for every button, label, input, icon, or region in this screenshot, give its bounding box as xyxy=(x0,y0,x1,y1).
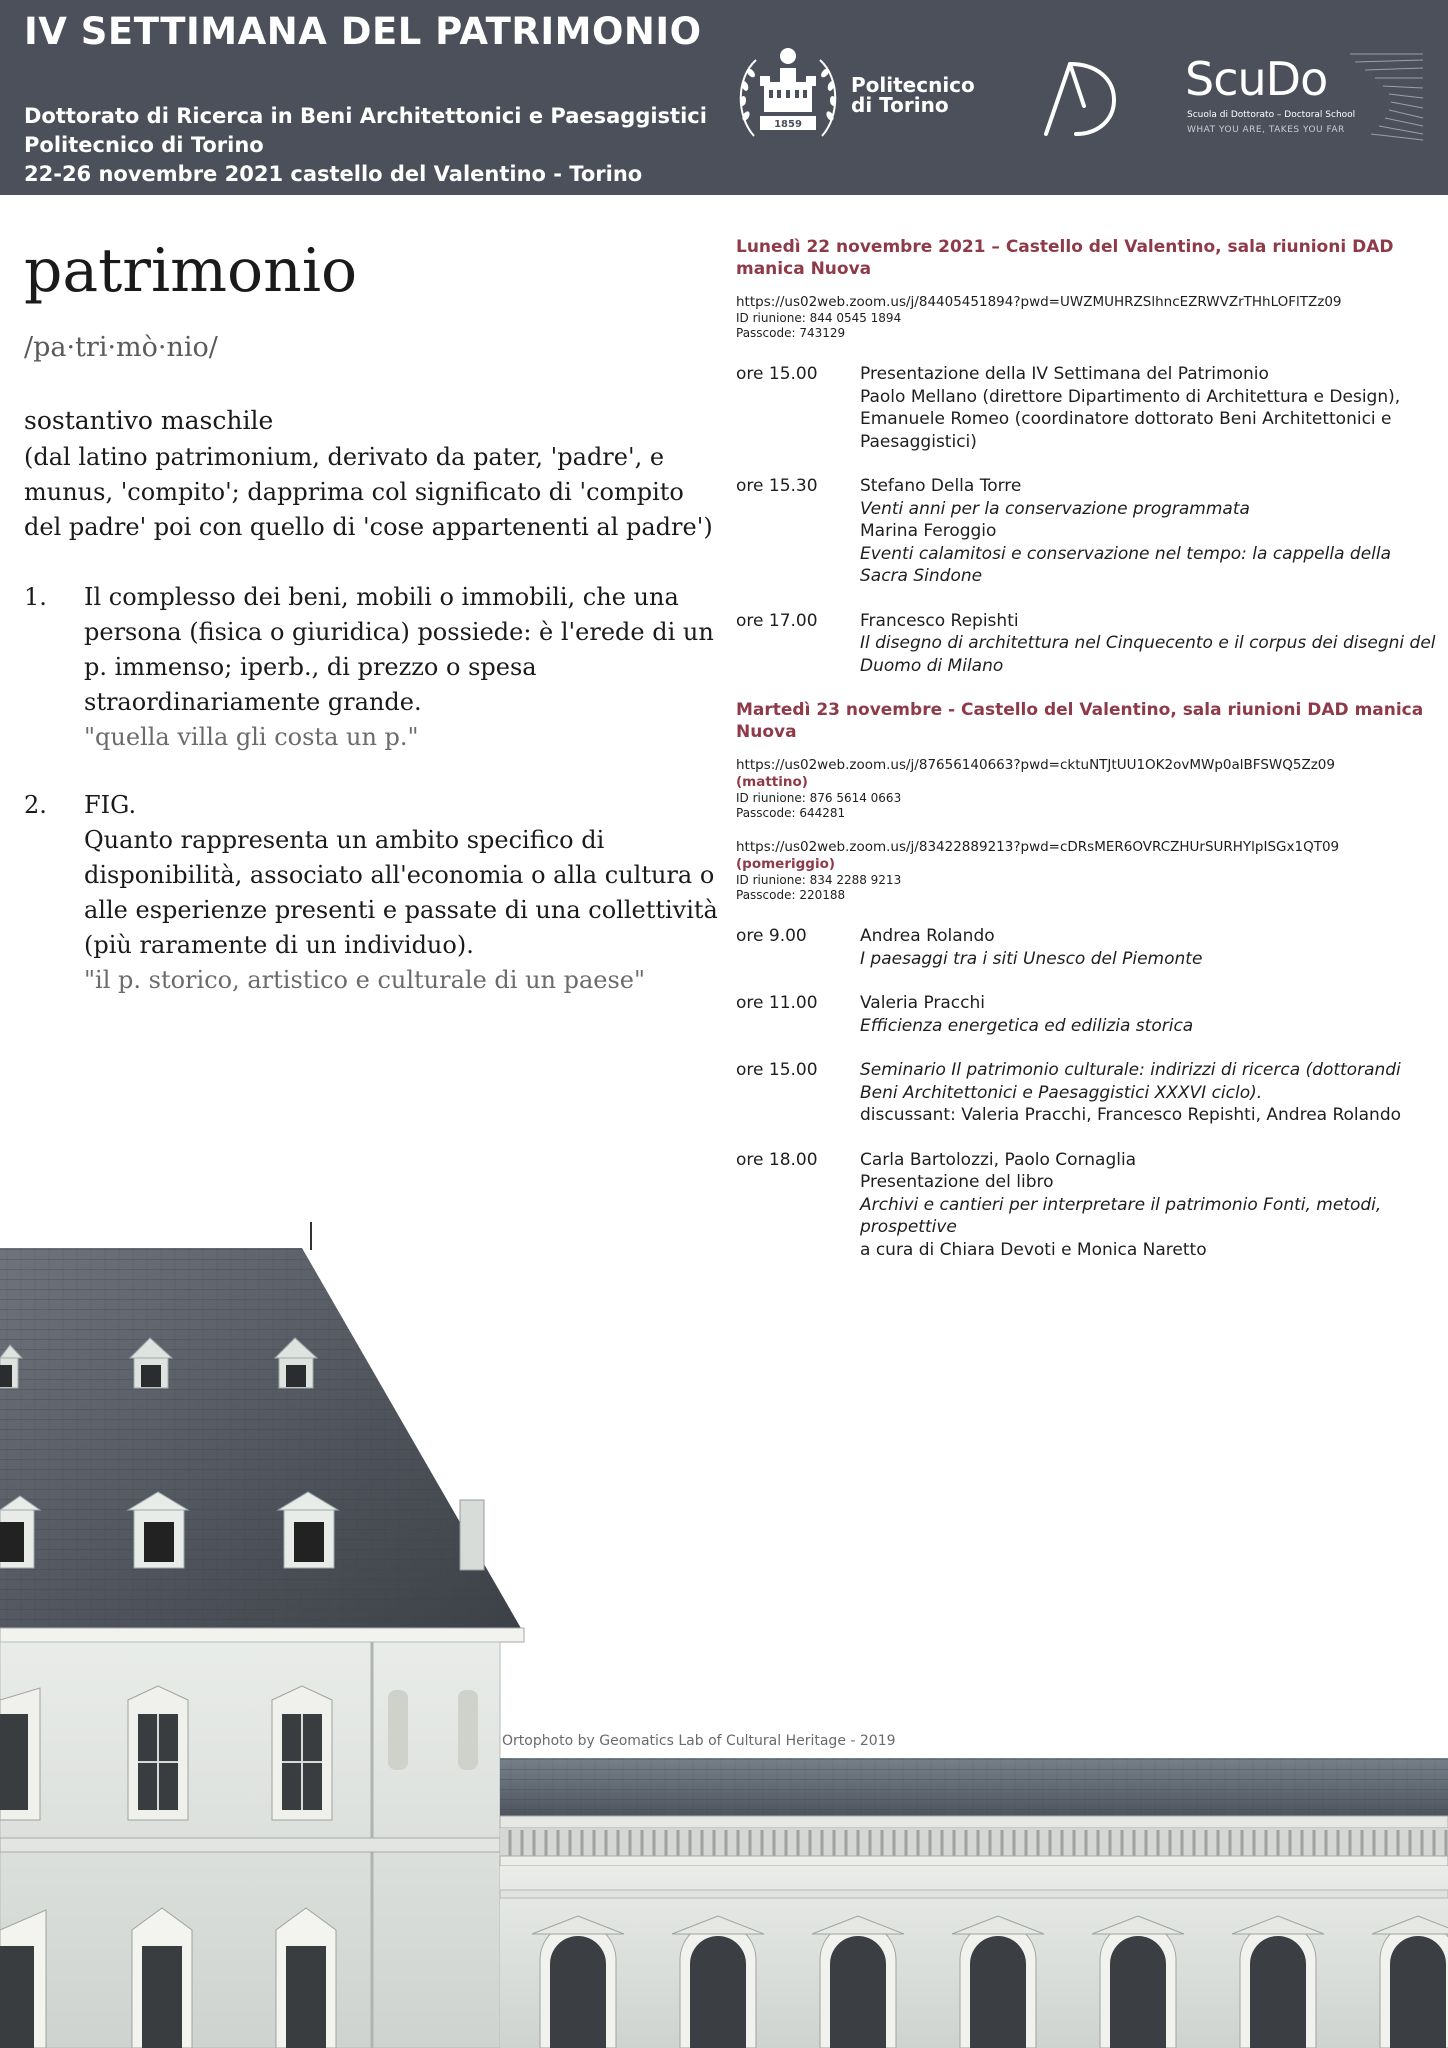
photo-credit: Ortophoto by Geomatics Lab of Cultural Heritage - 2019 xyxy=(502,1733,896,1749)
definition-part-of-speech: sostantivo maschile xyxy=(24,406,274,435)
event-talk-title: Seminario Il patrimonio culturale: indirizzi di ricerca (dottorandi Beni Architettonici e Paesaggistici XXXVI ciclo). xyxy=(860,1060,1401,1103)
event-time: ore 11.00 xyxy=(736,993,818,1013)
program-column xyxy=(736,236,1436,1261)
event-dates: 22-26 novembre 2021 castello del Valentino - Torino xyxy=(24,162,643,186)
sense-label: FIG. xyxy=(84,791,137,819)
event-speaker: Francesco Repishti xyxy=(860,610,1019,631)
zoom-meeting-id: ID riunione: 876 5614 0663 xyxy=(736,791,902,805)
sense-text: Il complesso dei beni, mobili o immobili, che una persona (fisica o giuridica) possiede: è l'erede di un p. immenso; iperb., di prezzo o spesa straordinariamente grande. xyxy=(84,583,714,716)
event-speaker: discussant: Valeria Pracchi, Francesco Repishti, Andrea Rolando xyxy=(860,1105,1402,1125)
zoom-meeting-id: ID riunione: 844 0545 1894 xyxy=(736,311,902,325)
event-talk-title: I paesaggi tra i siti Unesco del Piemonte xyxy=(860,948,1203,969)
definition-word: patrimonio xyxy=(24,236,358,306)
dad-logo-icon xyxy=(1040,58,1120,138)
sense-example: "quella villa gli costa un p." xyxy=(84,723,419,751)
zoom-link[interactable]: https://us02web.zoom.us/j/84405451894?pwd=UWZMUHRZSlhncEZRWVZrTHhLOFlTZz09 xyxy=(736,294,1342,310)
header-banner xyxy=(0,0,1448,195)
zoom-link[interactable]: https://us02web.zoom.us/j/83422889213?pwd=cDRsMER6OVRCZHUrSURHYlpISGx1QT09 xyxy=(736,839,1340,855)
svg-text:1859: 1859 xyxy=(774,119,802,130)
day2-heading: Martedì 23 novembre - Castello del Valentino, sala riunioni DAD manica Nuova xyxy=(736,700,1424,742)
event-speaker: Marina Feroggio xyxy=(860,521,997,541)
event-speaker: Valeria Pracchi xyxy=(860,993,985,1013)
event-talk-title: Venti anni per la conservazione programmata xyxy=(860,498,1250,519)
event-speaker: Carla Bartolozzi, Paolo Cornaglia xyxy=(860,1149,1137,1170)
scudo-wordmark: ScuDo xyxy=(1185,52,1328,106)
event-time: ore 9.00 xyxy=(736,926,807,946)
zoom-link[interactable]: https://us02web.zoom.us/j/87656140663?pwd=cktuNTJtUU1OK2ovMWp0alBFSWQ5Zz09 xyxy=(736,757,1335,773)
definition-etymology: (dal latino patrimonium, derivato da pater, 'padre', e munus, 'compito'; dapprima col significato di 'compito del padre' poi con quello di 'cose appartenenti al padre') xyxy=(24,443,713,541)
zoom-meeting-id: ID riunione: 834 2288 9213 xyxy=(736,873,902,887)
zoom-passcode: Passcode: 743129 xyxy=(736,326,846,340)
definition-phonetic: /pa·tri·mò·nio/ xyxy=(24,332,218,363)
sense-text: Quanto rappresenta un ambito specifico di disponibilità, associato all'economia o alla cultura o alle esperienze presenti e passate di una collettività (più raramente di un individuo). xyxy=(84,826,718,959)
castle-orthophoto-illustration xyxy=(0,1210,1448,2048)
event-time: ore 15.00 xyxy=(736,1060,818,1080)
university-name: Politecnico di Torino xyxy=(24,133,264,157)
event-details xyxy=(860,610,1436,678)
event-details xyxy=(860,925,1436,970)
event-time: ore 17.00 xyxy=(736,610,818,631)
day2-zoom-morning xyxy=(736,757,1436,821)
event-talk-title: Efficienza energetica ed edilizia storica xyxy=(860,1015,1194,1036)
scudo-waves-icon xyxy=(1345,52,1425,142)
program-event xyxy=(736,363,1436,453)
program-event xyxy=(736,610,1436,678)
event-details xyxy=(860,992,1436,1037)
event-talk-title: Eventi calamitosi e conservazione nel tempo: la cappella della Sacra Sindone xyxy=(860,543,1392,586)
program-event xyxy=(736,1059,1436,1127)
polito-logo-text: Politecnico di Torino xyxy=(851,73,975,117)
event-speaker: Stefano Della Torre xyxy=(860,476,1022,496)
zoom-passcode: Passcode: 644281 xyxy=(736,806,846,820)
day1-events xyxy=(736,363,1436,677)
sense-example: "il p. storico, artistico e culturale di un paese" xyxy=(84,966,646,994)
event-time: ore 15.30 xyxy=(736,476,818,496)
event-speaker: Presentazione della IV Settimana del Patrimonio xyxy=(860,364,1269,384)
day2-zoom-afternoon xyxy=(736,839,1436,903)
program-event xyxy=(736,475,1436,588)
event-speaker: Paolo Mellano (direttore Dipartimento di Architettura e Design), Emanuele Romeo (coordinatore dottorato Beni Architettonici e Paesaggistici) xyxy=(860,386,1401,452)
event-time: ore 18.00 xyxy=(736,1149,818,1170)
program-name: Dottorato di Ricerca in Beni Architettonici e Paesaggistici xyxy=(24,104,707,128)
event-details xyxy=(860,363,1436,453)
event-details xyxy=(860,1059,1436,1127)
program-event xyxy=(736,925,1436,970)
sense-number: 1. xyxy=(24,583,47,611)
day1-heading: Lunedì 22 novembre 2021 – Castello del Valentino, sala riunioni DAD manica Nuova xyxy=(736,237,1394,279)
event-title: IV SETTIMANA DEL PATRIMONIO xyxy=(24,10,702,53)
scudo-motto: WHAT YOU ARE, TAKES YOU FAR xyxy=(1187,125,1345,135)
event-speaker: Andrea Rolando xyxy=(860,926,995,946)
zoom-passcode: Passcode: 220188 xyxy=(736,888,846,902)
sense-number: 2. xyxy=(24,791,47,819)
polito-seal-icon xyxy=(734,46,844,150)
program-event xyxy=(736,992,1436,1037)
day1-zoom-info xyxy=(736,294,1436,341)
event-time: ore 15.00 xyxy=(736,364,818,384)
dad-logo xyxy=(1040,58,1120,138)
scudo-tagline: Scuola di Dottorato – Doctoral School xyxy=(1187,110,1356,120)
event-speaker: Presentazione del libro xyxy=(860,1172,1054,1192)
polito-logo xyxy=(734,46,974,150)
session-label: (pomeriggio) xyxy=(736,856,836,872)
scudo-logo xyxy=(1185,52,1425,147)
event-details xyxy=(860,475,1436,588)
session-label: (mattino) xyxy=(736,774,808,790)
event-talk-title: Archivi e cantieri per interpretare il patrimonio Fonti, metodi, prospettive xyxy=(860,1194,1382,1237)
event-speaker: a cura di Chiara Devoti e Monica Naretto xyxy=(860,1239,1207,1260)
event-talk-title: Il disegno di architettura nel Cinquecento e il corpus dei disegni del Duomo di Milano xyxy=(860,633,1436,676)
